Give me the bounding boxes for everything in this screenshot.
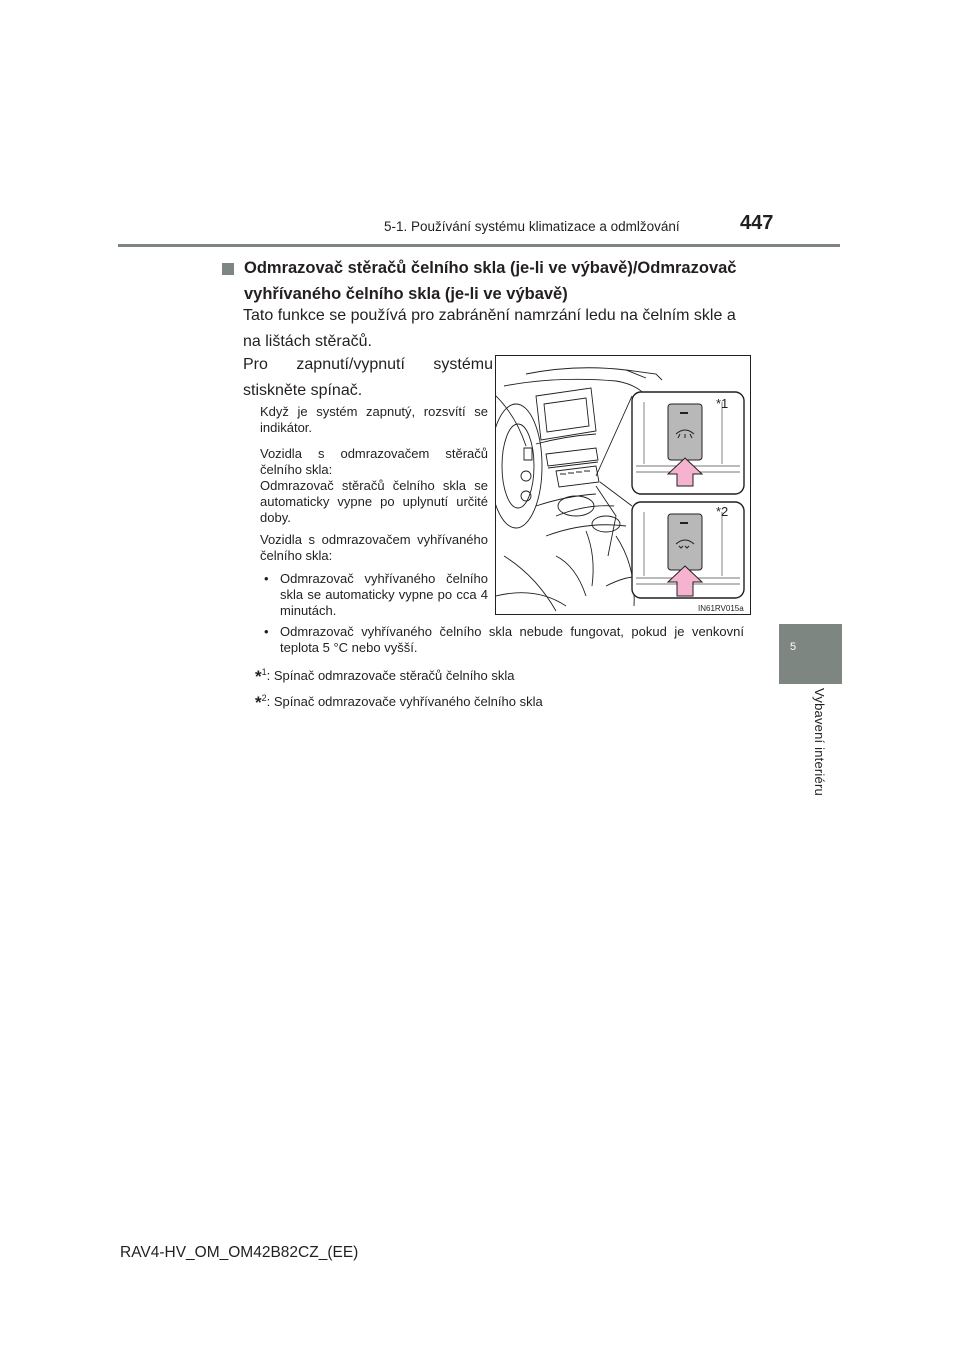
indicator-lamp-icon — [680, 522, 688, 524]
note-heated-title: Vozidla s odmrazovačem vyhřívaného čelního skla: — [260, 532, 488, 563]
heading-square-icon — [222, 263, 234, 275]
chapter-tab — [779, 624, 842, 684]
bullet-dot-icon: • — [264, 571, 269, 586]
chapter-title: Vybavení interiéru — [812, 688, 827, 796]
dashboard-illustration — [495, 355, 751, 615]
footnote-1-text: : Spínač odmrazovače stěračů čelního skla — [266, 668, 515, 683]
instruction-paragraph: Pro zapnutí/vypnutí systému stiskněte spínač. — [243, 356, 493, 399]
callout-label-2: *2 — [716, 504, 729, 519]
dashboard-drawing — [496, 356, 751, 615]
indicator-lamp-icon — [680, 412, 688, 414]
section-heading: Odmrazovač stěračů čelního skla (je-li ve výbavě)/Odmrazovač vyhřívaného čelního skla (je-li ve výbavě) — [244, 259, 737, 303]
header-rule — [118, 244, 840, 247]
note-indicator: Když je systém zapnutý, rozsvítí se indikátor. — [260, 404, 488, 435]
footnote-1-number: 1 — [261, 667, 267, 677]
header-section-title: 5-1. Používání systému klimatizace a odmlžování — [384, 219, 680, 234]
footnote-2-number: 2 — [261, 693, 267, 703]
footer-model-code: RAV4-HV_OM_OM42B82CZ_(EE) — [120, 1244, 359, 1261]
note-wiper-deicer — [260, 446, 488, 526]
note-wiper-title: Vozidla s odmrazovačem stěračů čelního skla: — [260, 446, 488, 477]
callout-label-1: *1 — [716, 396, 729, 411]
page-number: 447 — [740, 212, 774, 234]
figure-code: IN61RV015a — [698, 604, 744, 613]
footnote-2-star: * — [255, 693, 262, 712]
footnote-2-text: : Spínač odmrazovače vyhřívaného čelního skla — [266, 694, 543, 709]
footnote-2 — [255, 690, 543, 711]
intro-paragraph: Tato funkce se používá pro zabránění namrzání ledu na čelním skle a na lištách stěračů. — [243, 307, 736, 350]
note-bullet-2: Odmrazovač vyhřívaného čelního skla nebude fungovat, pokud je venkovní teplota 5 °C nebo vyšší. — [280, 624, 744, 655]
footnote-1-star: * — [255, 667, 262, 686]
footnote-1 — [255, 664, 515, 685]
note-wiper-text: Odmrazovač stěračů čelního skla se automaticky vypne po uplynutí určité doby. — [260, 478, 488, 525]
note-bullet-1: Odmrazovač vyhřívaného čelního skla se automaticky vypne po cca 4 minutách. — [280, 571, 488, 618]
bullet-dot-icon: • — [264, 624, 269, 639]
chapter-number: 5 — [790, 641, 797, 653]
